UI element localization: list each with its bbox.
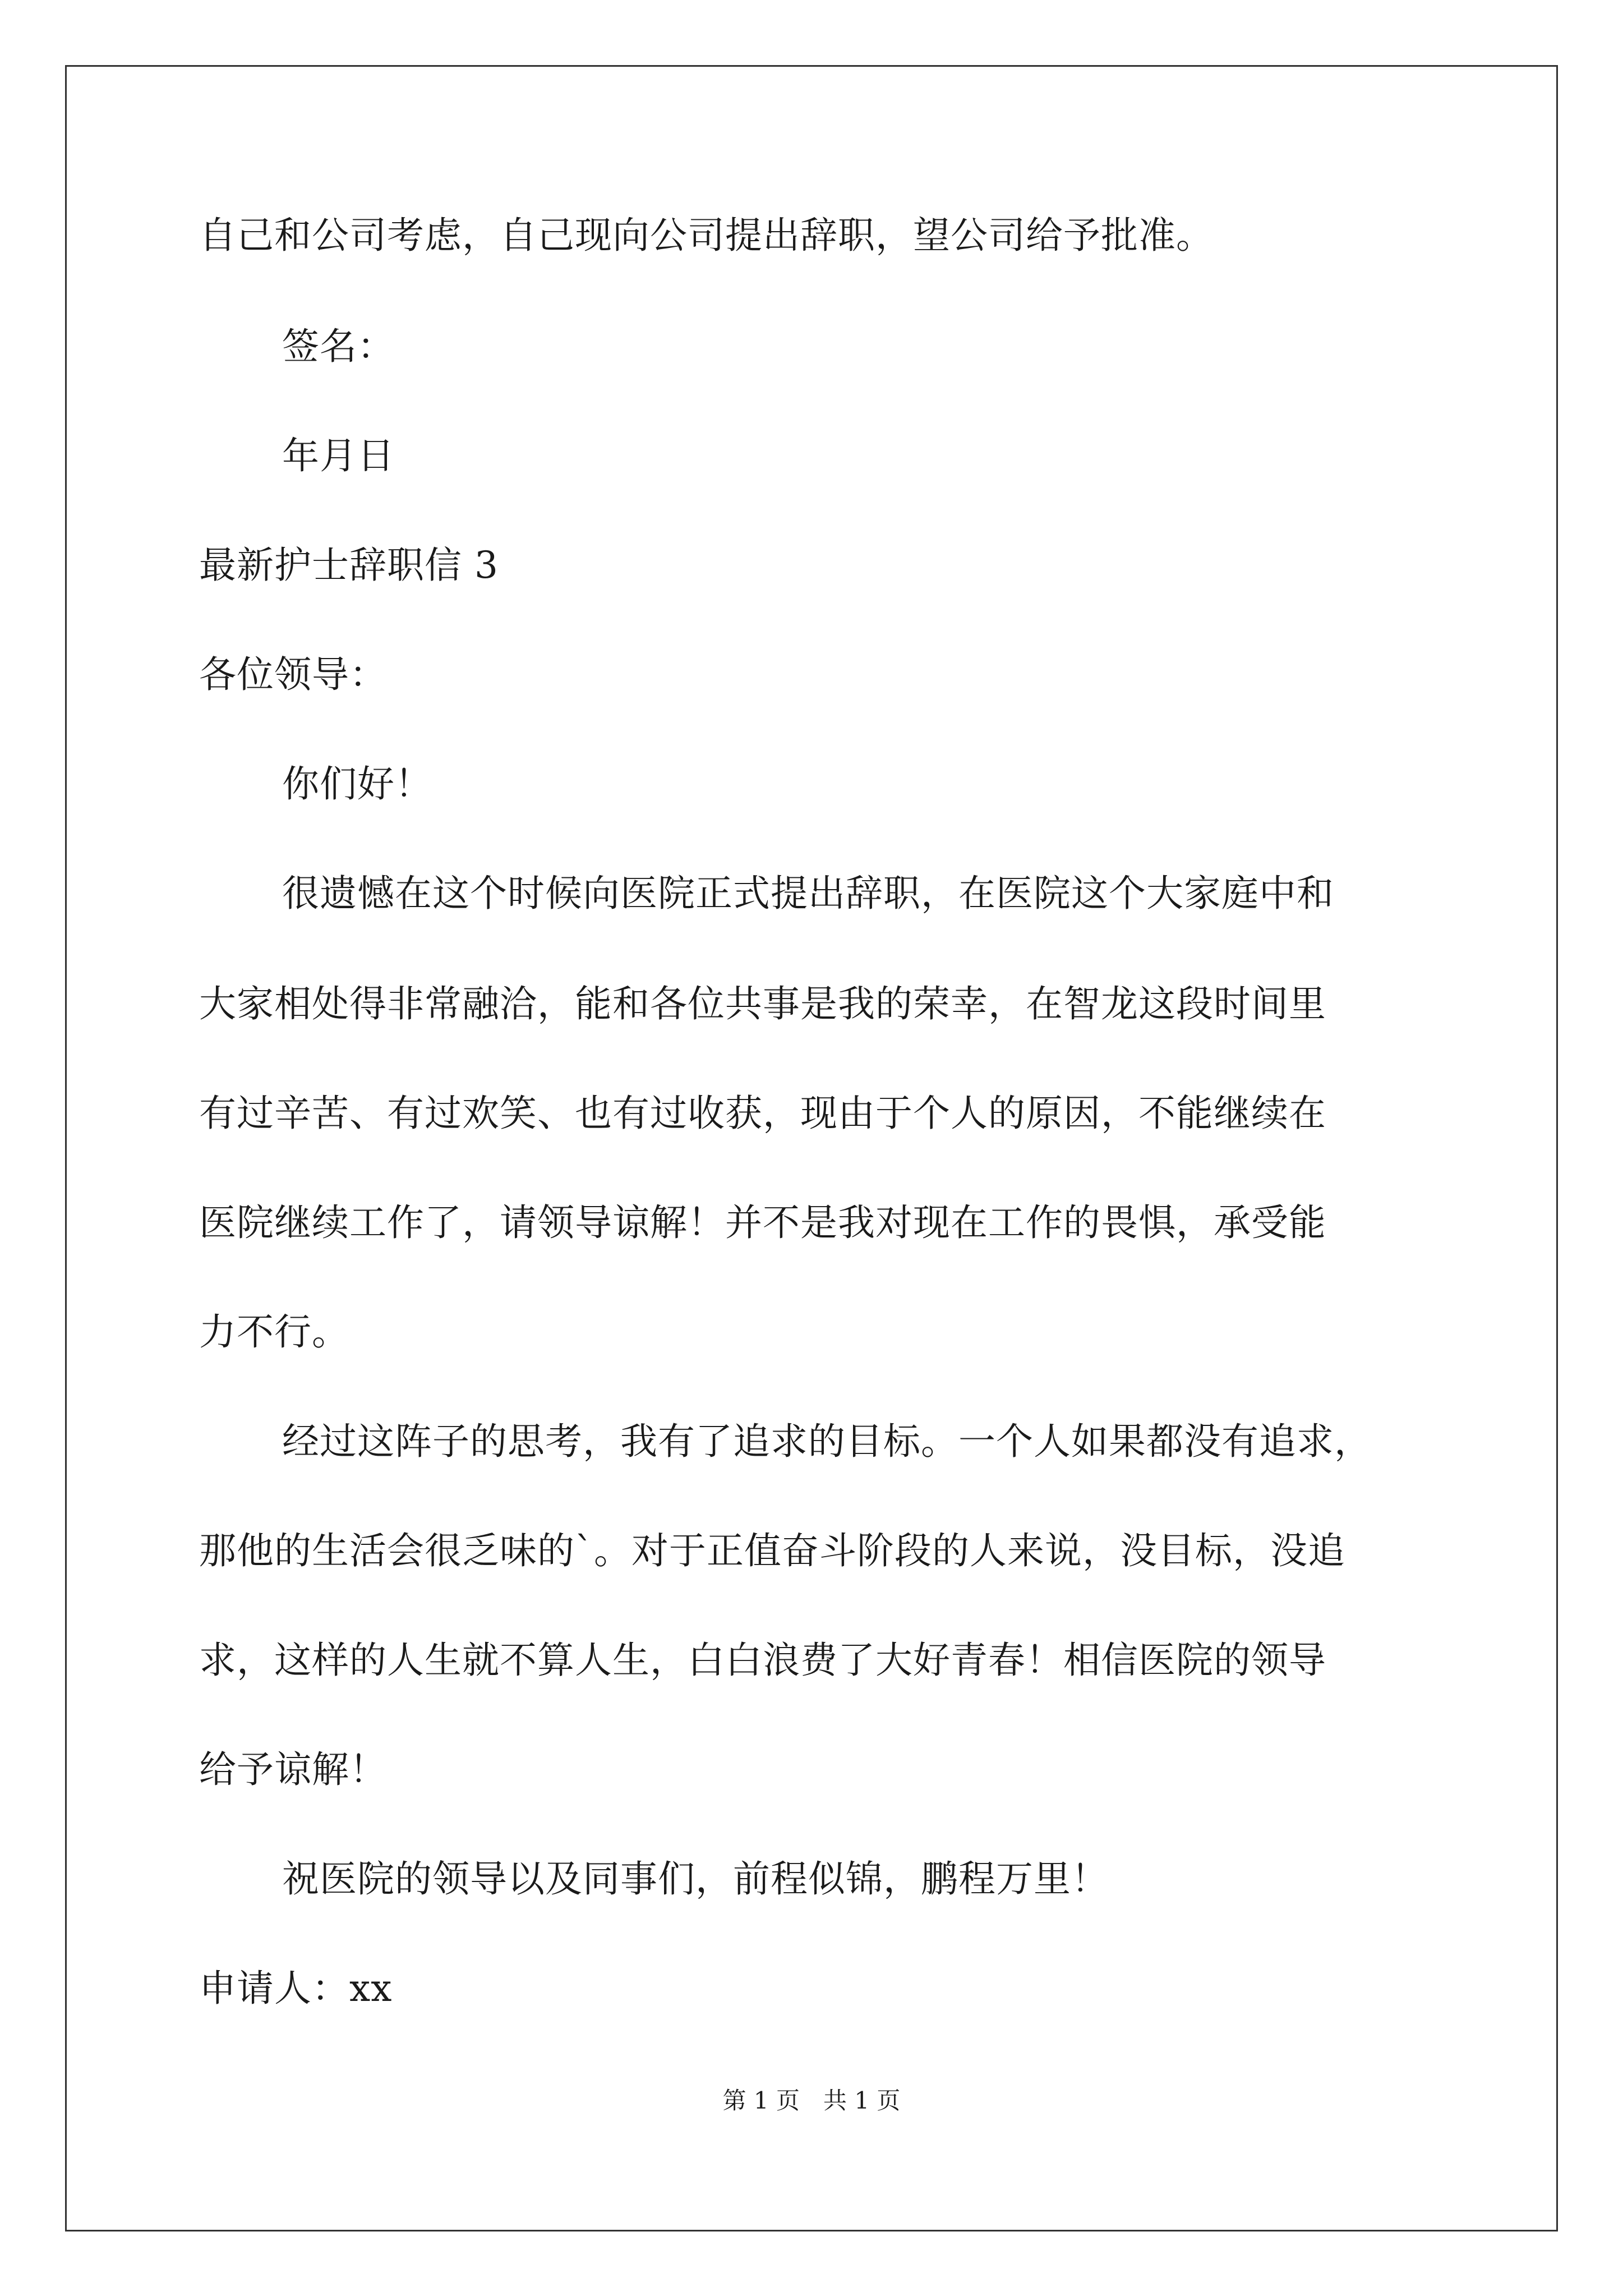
date-label: 年月日	[282, 434, 395, 477]
body-text-line: 给予谅解！	[199, 1748, 387, 1791]
body-text-line: 求，这样的人生就不算人生，白白浪费了大好青春！相信医院的领导	[199, 1639, 1326, 1682]
body-text-line: 经过这阵子的思考，我有了追求的目标。一个人如果都没有追求，	[282, 1420, 1372, 1463]
greeting: 你们好！	[282, 762, 432, 806]
body-text-line: 那他的生活会很乏味的`。对于正值奋斗阶段的人来说，没目标，没追	[199, 1529, 1345, 1572]
body-text-line: 有过辛苦、有过欢笑、也有过收获，现由于个人的原因，不能继续在	[199, 1092, 1326, 1135]
body-text-line: 大家相处得非常融洽，能和各位共事是我的荣幸，在智龙这段时间里	[199, 982, 1326, 1025]
salutation: 各位领导：	[199, 653, 387, 696]
letter-title: 最新护士辞职信 3	[199, 544, 499, 587]
page-number-footer: 第 1 页 共 1 页	[722, 2087, 901, 2114]
body-text-line: 很遗憾在这个时候向医院正式提出辞职，在医院这个大家庭中和	[282, 872, 1334, 915]
body-text-line: 力不行。	[199, 1310, 349, 1354]
applicant-signature: 申请人：xx	[199, 1967, 393, 2010]
page-border	[65, 65, 1558, 2231]
signature-label: 签名：	[282, 325, 395, 368]
body-text-line: 医院继续工作了，请领导谅解！并不是我对现在工作的畏惧，承受能	[199, 1201, 1326, 1244]
closing-wishes: 祝医院的领导以及同事们，前程似锦，鹏程万里！	[282, 1857, 1109, 1901]
body-text-line: 自己和公司考虑，自己现向公司提出辞职，望公司给予批准。	[199, 214, 1214, 257]
